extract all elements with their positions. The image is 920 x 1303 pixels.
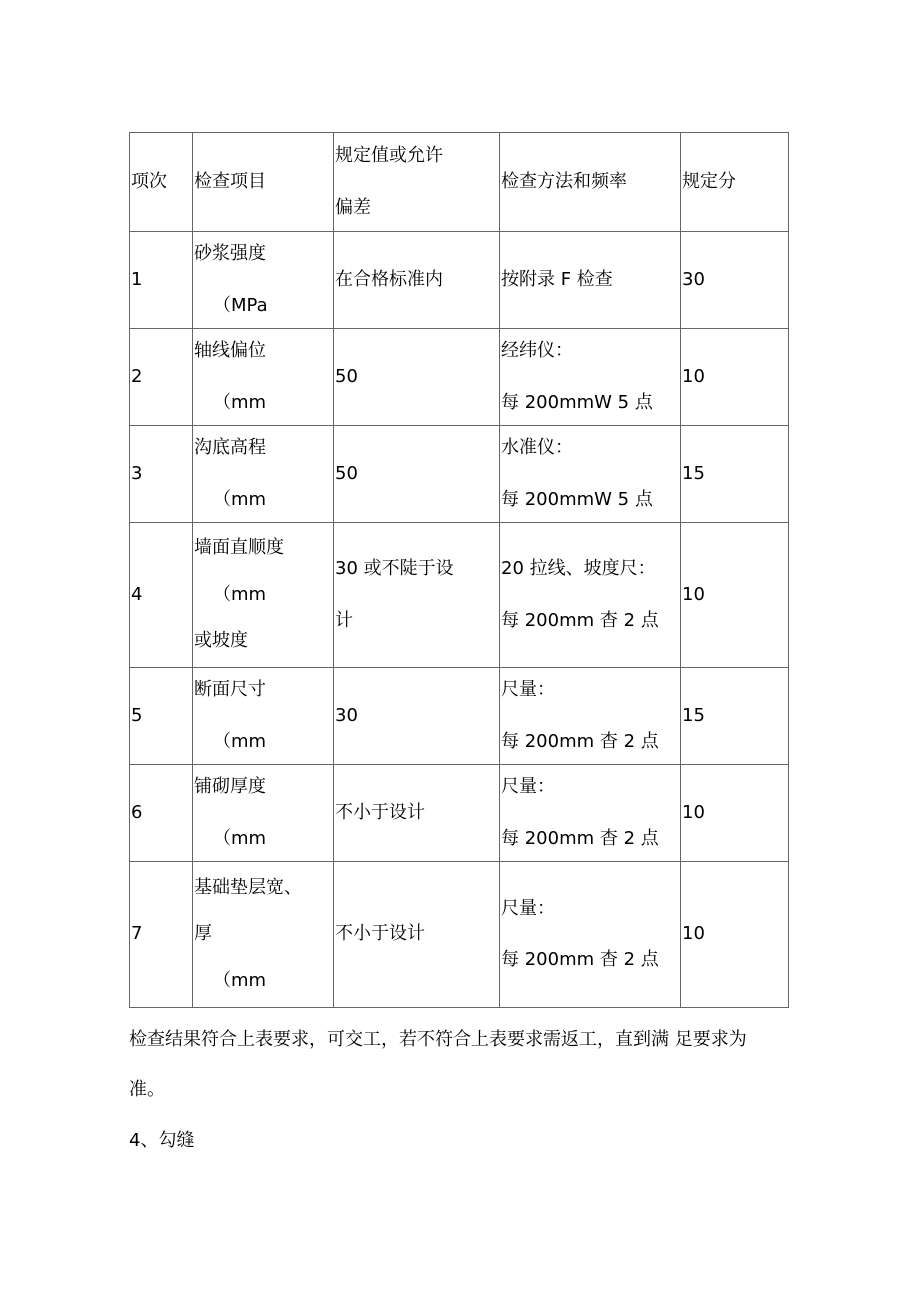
row-item bbox=[193, 668, 334, 765]
row-method-line: 水准仪： bbox=[501, 437, 573, 458]
header-item: 检查项目 bbox=[193, 133, 334, 232]
row-item-line: （mm bbox=[213, 583, 267, 605]
row-no: 4 bbox=[130, 523, 193, 668]
row-value-line: 30 或不陡于设 bbox=[335, 558, 454, 579]
row-item-line: 轴线偏位 bbox=[194, 340, 266, 361]
row-score: 15 bbox=[681, 668, 789, 765]
table-row bbox=[130, 329, 789, 426]
row-method-line: 每 200mm 杳 2 点 bbox=[501, 827, 659, 849]
row-method bbox=[500, 765, 681, 862]
row-method-line: 每 200mm 杳 2 点 bbox=[501, 949, 659, 970]
row-item bbox=[193, 523, 334, 668]
row-item-line: 厚 bbox=[194, 923, 212, 945]
row-item-line: （mm bbox=[213, 488, 267, 510]
row-no: 5 bbox=[130, 668, 193, 765]
row-item-line: 铺砌厚度 bbox=[194, 776, 266, 797]
header-no: 项次 bbox=[130, 133, 193, 232]
row-item-line: （mm bbox=[213, 969, 267, 991]
table-header-row bbox=[130, 133, 789, 232]
row-value: 不小于设计 bbox=[334, 862, 500, 1008]
result-paragraph-line: 检查结果符合上表要求，可交工，若不符合上表要求需返工，直到满 足要求为 bbox=[129, 1029, 747, 1050]
header-value-line: 偏差 bbox=[335, 196, 371, 218]
row-value: 不小于设计 bbox=[334, 765, 500, 862]
row-method bbox=[500, 862, 681, 1008]
row-item-line: 基础垫层宽、 bbox=[194, 876, 302, 898]
row-score: 10 bbox=[681, 329, 789, 426]
row-method-line: 尺量： bbox=[501, 897, 555, 919]
row-no: 6 bbox=[130, 765, 193, 862]
table-row bbox=[130, 426, 789, 523]
row-method-line: 每 200mmW 5 点 bbox=[501, 488, 653, 510]
table-row bbox=[130, 523, 789, 668]
section-heading: 4、勾缝 bbox=[129, 1130, 195, 1151]
header-value-line: 规定值或允许 bbox=[335, 145, 443, 166]
row-item-line: （MPa bbox=[213, 294, 268, 316]
row-no: 2 bbox=[130, 329, 193, 426]
row-item-line: （mm bbox=[213, 391, 267, 413]
row-method bbox=[500, 329, 681, 426]
row-value bbox=[334, 523, 500, 668]
row-method-line: 20 拉线、坡度尺： bbox=[501, 558, 656, 579]
row-value: 50 bbox=[334, 426, 500, 523]
result-paragraph-line: 准。 bbox=[129, 1079, 165, 1100]
row-no: 1 bbox=[130, 232, 193, 329]
row-item bbox=[193, 426, 334, 523]
row-score: 15 bbox=[681, 426, 789, 523]
row-item-line: 或坡度 bbox=[194, 630, 248, 652]
row-score: 10 bbox=[681, 862, 789, 1008]
row-method-line: 尺量： bbox=[501, 776, 555, 797]
table-row bbox=[130, 232, 789, 329]
row-item bbox=[193, 765, 334, 862]
row-method bbox=[500, 523, 681, 668]
row-method-line: 每 200mmW 5 点 bbox=[501, 391, 653, 413]
row-item bbox=[193, 329, 334, 426]
row-item-line: 沟底高程 bbox=[194, 437, 266, 458]
row-method bbox=[500, 668, 681, 765]
row-method-line: 每 200mm 杳 2 点 bbox=[501, 609, 659, 631]
row-value: 30 bbox=[334, 668, 500, 765]
row-value: 50 bbox=[334, 329, 500, 426]
row-value: 在合格标准内 bbox=[334, 232, 500, 329]
row-score: 10 bbox=[681, 765, 789, 862]
row-item-line: 砂浆强度 bbox=[194, 243, 266, 264]
table-row bbox=[130, 668, 789, 765]
row-no: 3 bbox=[130, 426, 193, 523]
row-no: 7 bbox=[130, 862, 193, 1008]
row-item bbox=[193, 232, 334, 329]
row-method: 按附录 F 检查 bbox=[500, 232, 681, 329]
row-method-line: 每 200mm 杳 2 点 bbox=[501, 730, 659, 752]
row-item-line: 断面尺寸 bbox=[194, 679, 266, 700]
table-row bbox=[130, 765, 789, 862]
header-value bbox=[334, 133, 500, 232]
row-method-line: 经纬仪： bbox=[501, 340, 573, 361]
row-item bbox=[193, 862, 334, 1008]
row-score: 10 bbox=[681, 523, 789, 668]
row-method-line: 尺量： bbox=[501, 679, 555, 700]
row-score: 30 bbox=[681, 232, 789, 329]
row-value-line: 计 bbox=[335, 609, 353, 631]
inspection-table bbox=[129, 132, 789, 1008]
table-row bbox=[130, 862, 789, 1008]
row-item-line: （mm bbox=[213, 730, 267, 752]
header-method: 检查方法和频率 bbox=[500, 133, 681, 232]
header-score: 规定分 bbox=[681, 133, 789, 232]
row-item-line: 墙面直顺度 bbox=[194, 537, 284, 559]
row-item-line: （mm bbox=[213, 827, 267, 849]
row-method bbox=[500, 426, 681, 523]
